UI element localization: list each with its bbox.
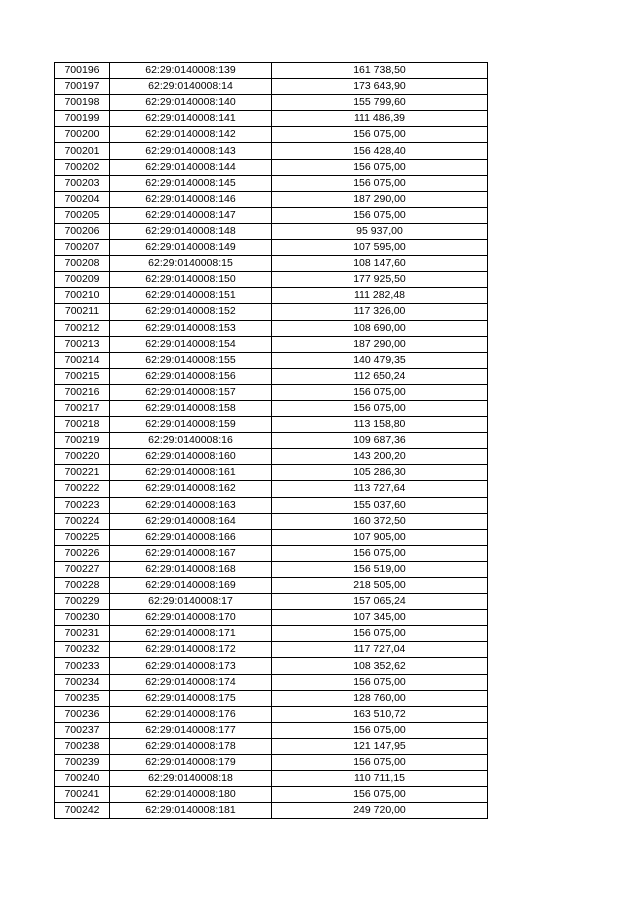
value-cell: 156 075,00: [272, 175, 488, 191]
table-row: [55, 738, 488, 754]
table-row: [55, 159, 488, 175]
row-number-cell: 700208: [55, 256, 110, 272]
cadastral-number-cell: 62:29:0140008:150: [110, 272, 272, 288]
value-cell: 117 326,00: [272, 304, 488, 320]
table-row: [55, 256, 488, 272]
row-number-cell: 700238: [55, 738, 110, 754]
row-number-cell: 700242: [55, 803, 110, 819]
row-number-cell: 700202: [55, 159, 110, 175]
row-number-cell: 700205: [55, 207, 110, 223]
row-number-cell: 700204: [55, 191, 110, 207]
cadastral-number-cell: 62:29:0140008:143: [110, 143, 272, 159]
row-number-cell: 700220: [55, 449, 110, 465]
cadastral-number-cell: 62:29:0140008:142: [110, 127, 272, 143]
table-row: [55, 610, 488, 626]
cadastral-number-cell: 62:29:0140008:177: [110, 722, 272, 738]
table-row: [55, 481, 488, 497]
value-cell: 177 925,50: [272, 272, 488, 288]
table-row: [55, 803, 488, 819]
value-cell: 112 650,24: [272, 368, 488, 384]
value-cell: 108 147,60: [272, 256, 488, 272]
cadastral-number-cell: 62:29:0140008:166: [110, 529, 272, 545]
value-cell: 156 075,00: [272, 722, 488, 738]
table-row: [55, 513, 488, 529]
table-row: [55, 191, 488, 207]
row-number-cell: 700232: [55, 642, 110, 658]
value-cell: 156 075,00: [272, 127, 488, 143]
value-cell: 95 937,00: [272, 223, 488, 239]
cadastral-number-cell: 62:29:0140008:18: [110, 771, 272, 787]
row-number-cell: 700213: [55, 336, 110, 352]
value-cell: 111 282,48: [272, 288, 488, 304]
value-cell: 156 075,00: [272, 545, 488, 561]
cadastral-number-cell: 62:29:0140008:140: [110, 95, 272, 111]
table-row: [55, 465, 488, 481]
value-cell: 140 479,35: [272, 352, 488, 368]
row-number-cell: 700222: [55, 481, 110, 497]
cadastral-number-cell: 62:29:0140008:153: [110, 320, 272, 336]
row-number-cell: 700201: [55, 143, 110, 159]
cadastral-number-cell: 62:29:0140008:154: [110, 336, 272, 352]
table-row: [55, 706, 488, 722]
row-number-cell: 700209: [55, 272, 110, 288]
table-row: [55, 272, 488, 288]
value-cell: 110 711,15: [272, 771, 488, 787]
value-cell: 156 075,00: [272, 626, 488, 642]
row-number-cell: 700235: [55, 690, 110, 706]
value-cell: 156 075,00: [272, 674, 488, 690]
row-number-cell: 700199: [55, 111, 110, 127]
cadastral-number-cell: 62:29:0140008:170: [110, 610, 272, 626]
table-row: [55, 63, 488, 79]
table-row: [55, 304, 488, 320]
cadastral-number-cell: 62:29:0140008:14: [110, 79, 272, 95]
row-number-cell: 700196: [55, 63, 110, 79]
table-row: [55, 497, 488, 513]
row-number-cell: 700234: [55, 674, 110, 690]
row-number-cell: 700215: [55, 368, 110, 384]
row-number-cell: 700228: [55, 578, 110, 594]
table-body: [55, 63, 488, 819]
value-cell: 187 290,00: [272, 336, 488, 352]
value-cell: 156 075,00: [272, 755, 488, 771]
row-number-cell: 700236: [55, 706, 110, 722]
table-row: [55, 79, 488, 95]
row-number-cell: 700241: [55, 787, 110, 803]
row-number-cell: 700212: [55, 320, 110, 336]
value-cell: 155 037,60: [272, 497, 488, 513]
table-row: [55, 529, 488, 545]
row-number-cell: 700217: [55, 400, 110, 416]
cadastral-value-table: [54, 62, 488, 819]
cadastral-number-cell: 62:29:0140008:162: [110, 481, 272, 497]
value-cell: 108 352,62: [272, 658, 488, 674]
cadastral-number-cell: 62:29:0140008:169: [110, 578, 272, 594]
table-row: [55, 722, 488, 738]
cadastral-number-cell: 62:29:0140008:148: [110, 223, 272, 239]
table-row: [55, 642, 488, 658]
value-cell: 108 690,00: [272, 320, 488, 336]
cadastral-number-cell: 62:29:0140008:151: [110, 288, 272, 304]
table-row: [55, 352, 488, 368]
row-number-cell: 700219: [55, 433, 110, 449]
row-number-cell: 700216: [55, 384, 110, 400]
cadastral-number-cell: 62:29:0140008:164: [110, 513, 272, 529]
cadastral-number-cell: 62:29:0140008:160: [110, 449, 272, 465]
table-row: [55, 658, 488, 674]
row-number-cell: 700200: [55, 127, 110, 143]
table-row: [55, 223, 488, 239]
value-cell: 113 727,64: [272, 481, 488, 497]
cadastral-number-cell: 62:29:0140008:180: [110, 787, 272, 803]
value-cell: 218 505,00: [272, 578, 488, 594]
row-number-cell: 700197: [55, 79, 110, 95]
row-number-cell: 700230: [55, 610, 110, 626]
row-number-cell: 700198: [55, 95, 110, 111]
cadastral-number-cell: 62:29:0140008:175: [110, 690, 272, 706]
row-number-cell: 700211: [55, 304, 110, 320]
value-cell: 107 905,00: [272, 529, 488, 545]
row-number-cell: 700233: [55, 658, 110, 674]
cadastral-number-cell: 62:29:0140008:149: [110, 240, 272, 256]
row-number-cell: 700221: [55, 465, 110, 481]
value-cell: 156 075,00: [272, 400, 488, 416]
table-row: [55, 95, 488, 111]
cadastral-number-cell: 62:29:0140008:147: [110, 207, 272, 223]
table-row: [55, 127, 488, 143]
cadastral-number-cell: 62:29:0140008:139: [110, 63, 272, 79]
row-number-cell: 700224: [55, 513, 110, 529]
row-number-cell: 700223: [55, 497, 110, 513]
table-row: [55, 674, 488, 690]
value-cell: 173 643,90: [272, 79, 488, 95]
row-number-cell: 700203: [55, 175, 110, 191]
table-row: [55, 240, 488, 256]
table-row: [55, 111, 488, 127]
table-row: [55, 207, 488, 223]
value-cell: 156 075,00: [272, 384, 488, 400]
value-cell: 163 510,72: [272, 706, 488, 722]
value-cell: 249 720,00: [272, 803, 488, 819]
cadastral-number-cell: 62:29:0140008:158: [110, 400, 272, 416]
cadastral-number-cell: 62:29:0140008:176: [110, 706, 272, 722]
table-row: [55, 417, 488, 433]
value-cell: 107 595,00: [272, 240, 488, 256]
table-row: [55, 578, 488, 594]
cadastral-number-cell: 62:29:0140008:141: [110, 111, 272, 127]
cadastral-number-cell: 62:29:0140008:167: [110, 545, 272, 561]
cadastral-number-cell: 62:29:0140008:174: [110, 674, 272, 690]
row-number-cell: 700210: [55, 288, 110, 304]
row-number-cell: 700231: [55, 626, 110, 642]
value-cell: 143 200,20: [272, 449, 488, 465]
cadastral-number-cell: 62:29:0140008:144: [110, 159, 272, 175]
cadastral-number-cell: 62:29:0140008:181: [110, 803, 272, 819]
value-cell: 160 372,50: [272, 513, 488, 529]
row-number-cell: 700206: [55, 223, 110, 239]
value-cell: 117 727,04: [272, 642, 488, 658]
cadastral-number-cell: 62:29:0140008:173: [110, 658, 272, 674]
cadastral-number-cell: 62:29:0140008:155: [110, 352, 272, 368]
table-row: [55, 288, 488, 304]
table-row: [55, 368, 488, 384]
table-row: [55, 771, 488, 787]
cadastral-number-cell: 62:29:0140008:163: [110, 497, 272, 513]
cadastral-number-cell: 62:29:0140008:171: [110, 626, 272, 642]
row-number-cell: 700214: [55, 352, 110, 368]
value-cell: 156 075,00: [272, 207, 488, 223]
table-row: [55, 449, 488, 465]
value-cell: 128 760,00: [272, 690, 488, 706]
cadastral-number-cell: 62:29:0140008:146: [110, 191, 272, 207]
table-row: [55, 594, 488, 610]
cadastral-number-cell: 62:29:0140008:168: [110, 561, 272, 577]
table-row: [55, 433, 488, 449]
row-number-cell: 700237: [55, 722, 110, 738]
row-number-cell: 700225: [55, 529, 110, 545]
table-row: [55, 143, 488, 159]
table-row: [55, 690, 488, 706]
table-row: [55, 384, 488, 400]
value-cell: 113 158,80: [272, 417, 488, 433]
value-cell: 156 428,40: [272, 143, 488, 159]
table-row: [55, 755, 488, 771]
row-number-cell: 700226: [55, 545, 110, 561]
table-row: [55, 400, 488, 416]
cadastral-number-cell: 62:29:0140008:178: [110, 738, 272, 754]
row-number-cell: 700227: [55, 561, 110, 577]
table-row: [55, 561, 488, 577]
value-cell: 155 799,60: [272, 95, 488, 111]
value-cell: 156 075,00: [272, 787, 488, 803]
value-cell: 109 687,36: [272, 433, 488, 449]
cadastral-number-cell: 62:29:0140008:172: [110, 642, 272, 658]
cadastral-number-cell: 62:29:0140008:145: [110, 175, 272, 191]
value-cell: 187 290,00: [272, 191, 488, 207]
value-cell: 156 075,00: [272, 159, 488, 175]
value-cell: 157 065,24: [272, 594, 488, 610]
cadastral-number-cell: 62:29:0140008:159: [110, 417, 272, 433]
table-row: [55, 320, 488, 336]
cadastral-number-cell: 62:29:0140008:15: [110, 256, 272, 272]
row-number-cell: 700229: [55, 594, 110, 610]
row-number-cell: 700207: [55, 240, 110, 256]
row-number-cell: 700240: [55, 771, 110, 787]
table-row: [55, 336, 488, 352]
cadastral-number-cell: 62:29:0140008:179: [110, 755, 272, 771]
cadastral-number-cell: 62:29:0140008:152: [110, 304, 272, 320]
value-cell: 161 738,50: [272, 63, 488, 79]
cadastral-number-cell: 62:29:0140008:157: [110, 384, 272, 400]
row-number-cell: 700218: [55, 417, 110, 433]
value-cell: 156 519,00: [272, 561, 488, 577]
cadastral-number-cell: 62:29:0140008:161: [110, 465, 272, 481]
cadastral-number-cell: 62:29:0140008:17: [110, 594, 272, 610]
value-cell: 105 286,30: [272, 465, 488, 481]
table-row: [55, 787, 488, 803]
cadastral-number-cell: 62:29:0140008:16: [110, 433, 272, 449]
value-cell: 111 486,39: [272, 111, 488, 127]
table-row: [55, 626, 488, 642]
value-cell: 121 147,95: [272, 738, 488, 754]
value-cell: 107 345,00: [272, 610, 488, 626]
row-number-cell: 700239: [55, 755, 110, 771]
table-row: [55, 175, 488, 191]
cadastral-number-cell: 62:29:0140008:156: [110, 368, 272, 384]
table-row: [55, 545, 488, 561]
